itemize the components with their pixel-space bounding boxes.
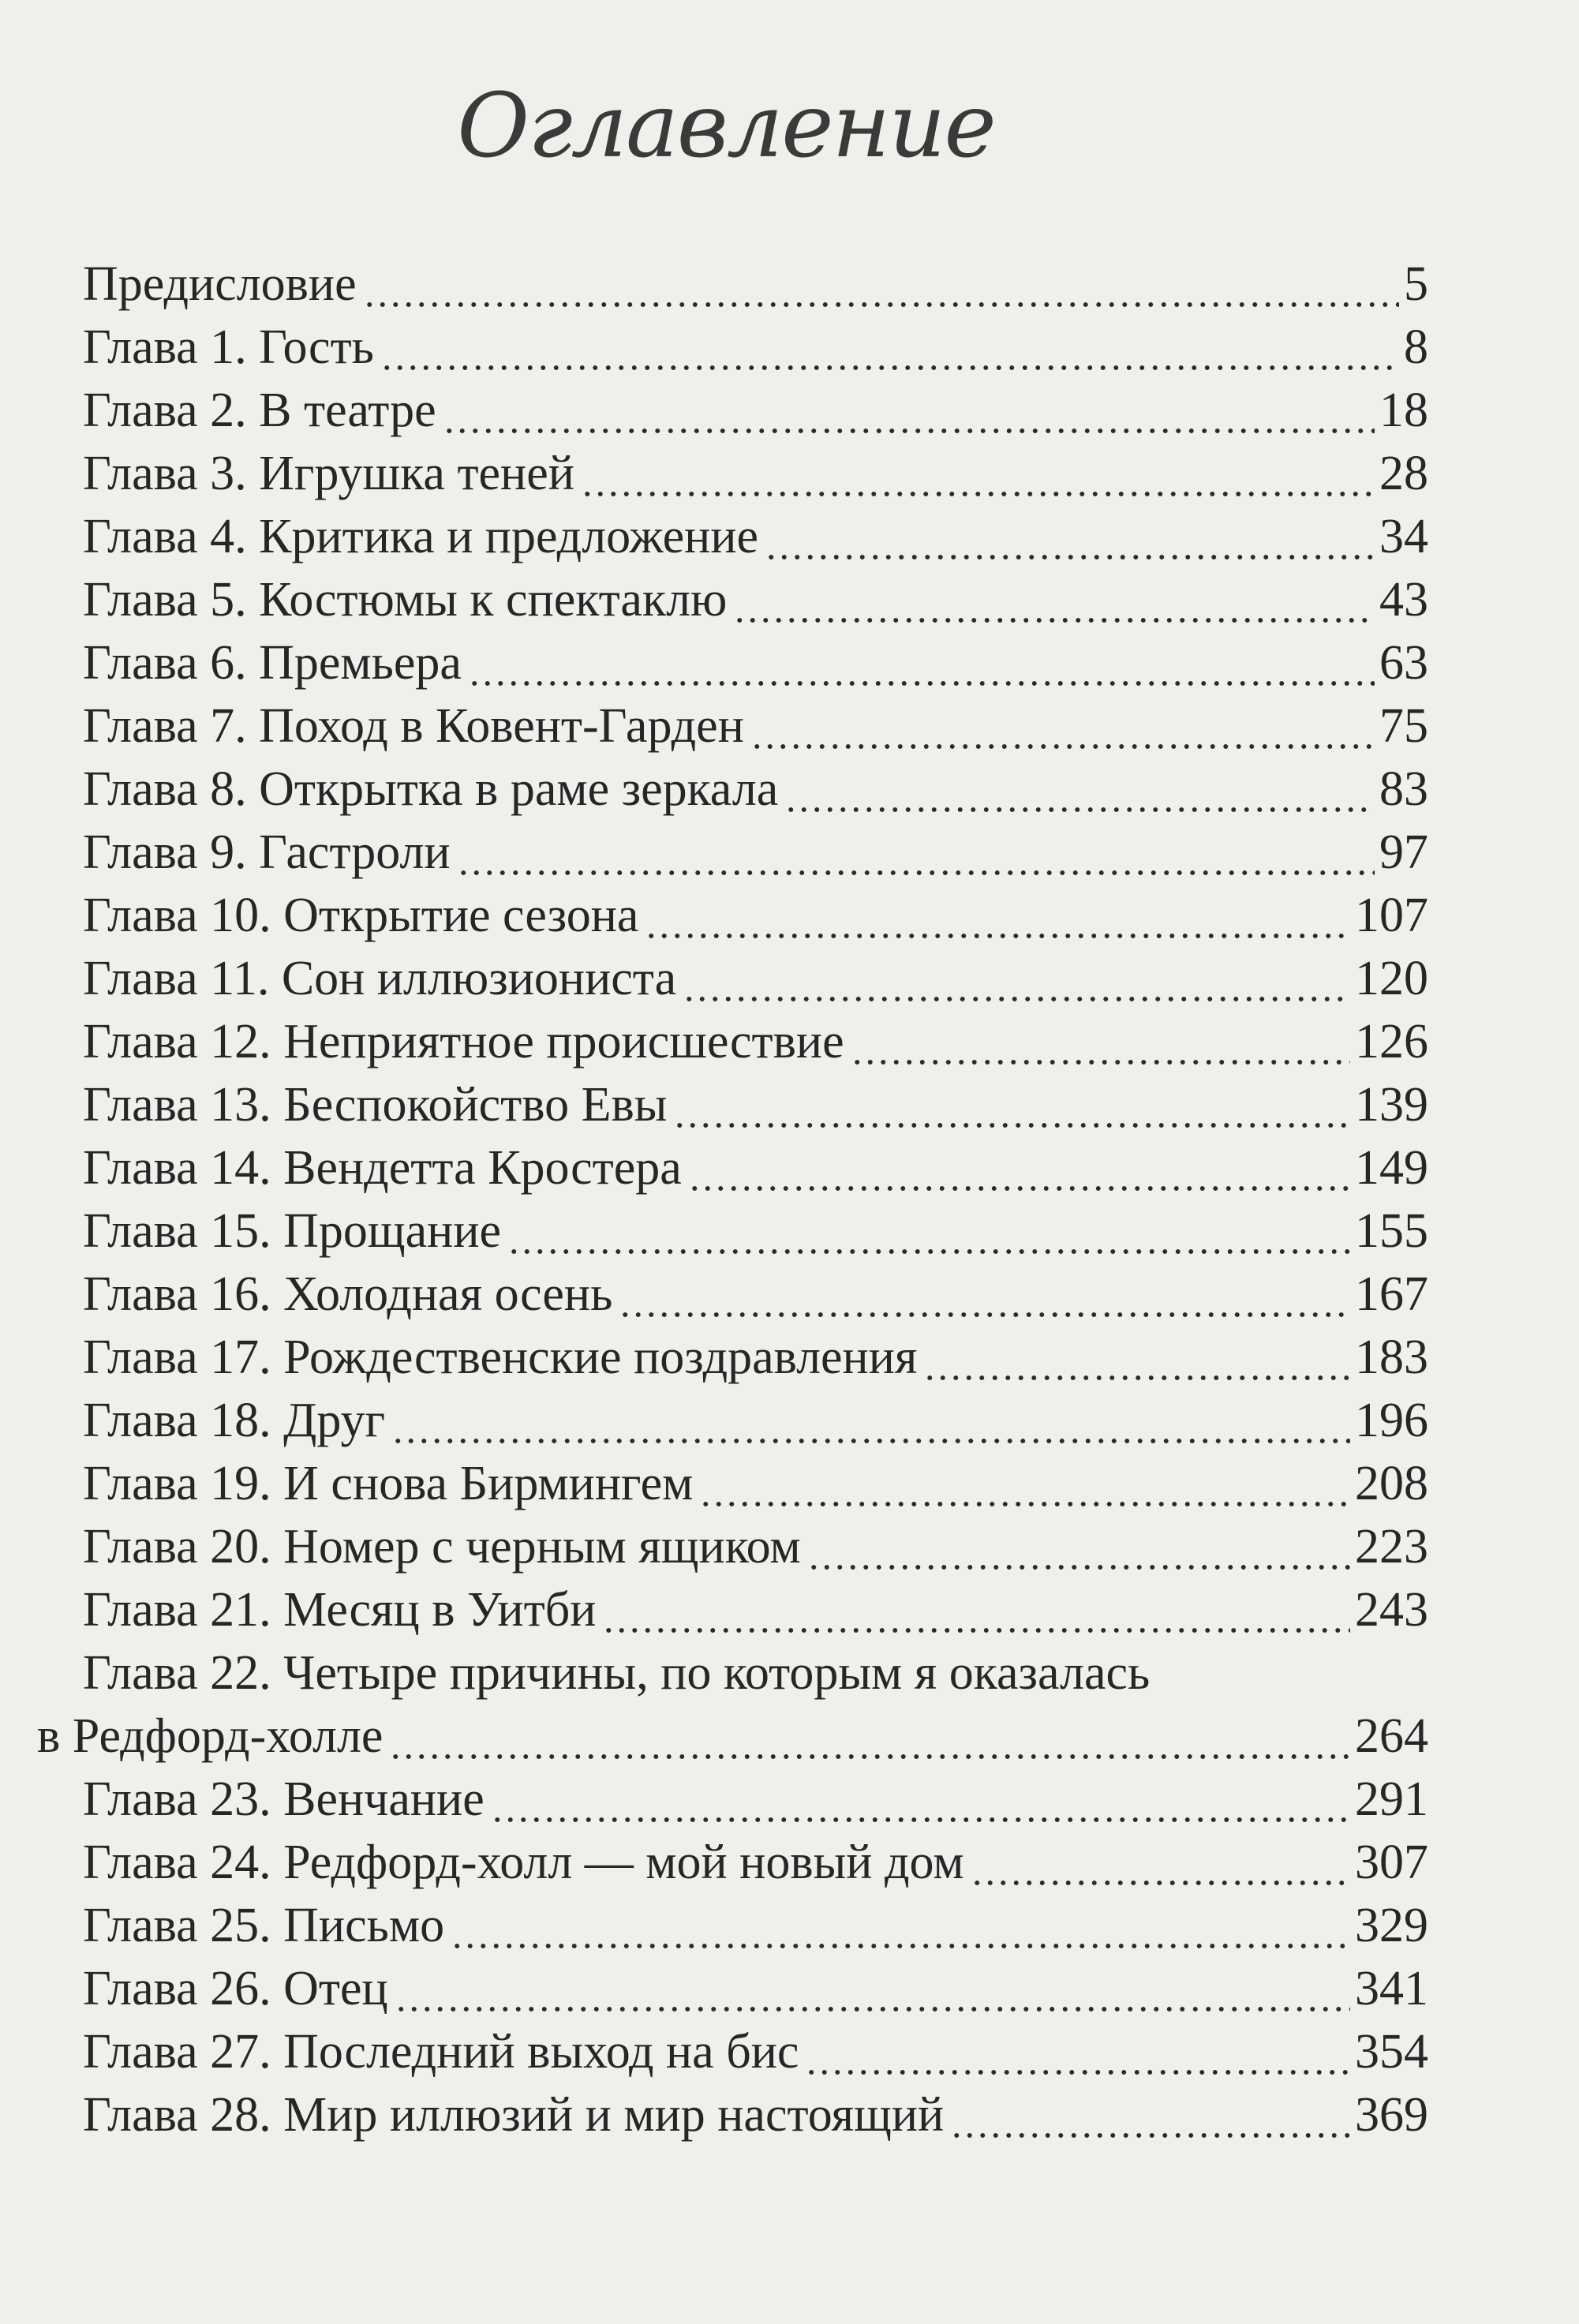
entry-title: Глава 28. Мир иллюзий и мир настоящий xyxy=(83,2088,945,2142)
dot-leader xyxy=(395,1957,1350,2020)
entry-title: Глава 23. Венчание xyxy=(83,1772,485,1826)
toc-entry xyxy=(83,1957,1428,2020)
entry-page-number: 43 xyxy=(1379,573,1428,627)
toc-entry xyxy=(83,1641,1428,1705)
entry-page-number: 183 xyxy=(1355,1330,1428,1384)
dot-leader xyxy=(363,253,1399,316)
entry-page-number: 341 xyxy=(1355,1962,1428,2015)
entry-title: Глава 7. Поход в Ковент-Гарден xyxy=(83,699,744,753)
toc-entry xyxy=(83,694,1428,758)
toc-entry xyxy=(83,1136,1428,1199)
toc-entry xyxy=(83,947,1428,1010)
entry-title: Глава 10. Открытие сезона xyxy=(83,889,639,942)
dot-leader xyxy=(733,568,1375,631)
toc-entry xyxy=(83,1831,1428,1894)
entry-title: Глава 9. Гастроли xyxy=(83,825,451,879)
entry-page-number: 329 xyxy=(1355,1899,1428,1952)
entry-page-number: 34 xyxy=(1379,510,1428,563)
dot-leader xyxy=(971,1831,1350,1894)
dot-leader xyxy=(389,1705,1350,1768)
entry-page-number: 63 xyxy=(1379,636,1428,690)
entry-page-number: 307 xyxy=(1355,1836,1428,1889)
dot-leader xyxy=(923,1326,1350,1389)
entry-title: Глава 13. Беспокойство Евы xyxy=(83,1078,668,1132)
toc-entry xyxy=(83,1389,1428,1452)
dot-leader xyxy=(784,758,1375,821)
toc-entry xyxy=(83,1263,1428,1326)
toc-entry xyxy=(83,379,1428,442)
dot-leader xyxy=(688,1136,1350,1199)
entry-title: Глава 16. Холодная осень xyxy=(83,1267,613,1321)
toc-entry xyxy=(83,316,1428,379)
toc-entry xyxy=(83,1073,1428,1136)
toc-entry xyxy=(83,2020,1428,2083)
entry-page-number: 97 xyxy=(1379,825,1428,879)
entry-title: Глава 8. Открытка в раме зеркала xyxy=(83,762,779,816)
dot-leader xyxy=(683,947,1350,1010)
entry-page-number: 155 xyxy=(1355,1204,1428,1258)
toc-entry xyxy=(83,1894,1428,1957)
entry-title: Глава 27. Последний выход на бис xyxy=(83,2025,799,2079)
entry-page-number: 18 xyxy=(1379,384,1428,437)
toc-entry xyxy=(83,884,1428,947)
entry-title-continuation: в Редфорд-холле xyxy=(37,1709,384,1763)
toc-entry xyxy=(83,2083,1428,2146)
entry-page-number: 83 xyxy=(1379,762,1428,816)
entry-title: Глава 2. В театре xyxy=(83,384,436,437)
entry-page-number: 149 xyxy=(1355,1141,1428,1195)
entry-title: Глава 14. Вендетта Кростера xyxy=(83,1141,682,1195)
dot-leader xyxy=(491,1768,1350,1831)
entry-title: Глава 5. Костюмы к спектаклю xyxy=(83,573,728,627)
toc-entry xyxy=(83,821,1428,884)
entry-title: Глава 18. Друг xyxy=(83,1394,386,1447)
toc-entry xyxy=(83,253,1428,316)
entry-page-number: 243 xyxy=(1355,1583,1428,1637)
entry-page-number: 5 xyxy=(1404,257,1428,311)
toc-entry xyxy=(83,1768,1428,1831)
entry-title: Глава 12. Неприятное происшествие xyxy=(83,1015,844,1068)
dot-leader xyxy=(851,1010,1350,1073)
dot-leader xyxy=(699,1452,1350,1515)
entry-title: Предисловие xyxy=(83,257,357,311)
entry-page-number: 369 xyxy=(1355,2088,1428,2142)
dot-leader xyxy=(602,1578,1350,1641)
toc-entry xyxy=(83,1515,1428,1578)
entry-page-number: 196 xyxy=(1355,1394,1428,1447)
entry-page-number: 107 xyxy=(1355,889,1428,942)
toc-entry xyxy=(83,758,1428,821)
entry-title: Глава 17. Рождественские поздравления xyxy=(83,1330,918,1384)
entry-page-number: 223 xyxy=(1355,1520,1428,1574)
toc-entry xyxy=(83,1326,1428,1389)
toc-entry xyxy=(83,505,1428,568)
entry-page-number: 208 xyxy=(1355,1457,1428,1510)
dot-leader xyxy=(457,821,1375,884)
dot-leader xyxy=(451,1894,1350,1957)
toc-entry xyxy=(83,442,1428,505)
entry-title: Глава 4. Критика и предложение xyxy=(83,510,759,563)
entry-page-number: 28 xyxy=(1379,447,1428,500)
entry-title: Глава 19. И снова Бирмингем xyxy=(83,1457,694,1510)
entry-title: Глава 21. Месяц в Уитби xyxy=(83,1583,597,1637)
dot-leader xyxy=(443,379,1375,442)
dot-leader xyxy=(765,505,1375,568)
dot-leader xyxy=(391,1389,1350,1452)
dot-leader xyxy=(750,694,1375,758)
entry-page-number: 167 xyxy=(1355,1267,1428,1321)
toc-entry xyxy=(83,1578,1428,1641)
toc-entry xyxy=(83,1452,1428,1515)
dot-leader xyxy=(673,1073,1350,1136)
page-heading: Оглавление xyxy=(457,75,995,178)
dot-leader xyxy=(807,1515,1350,1578)
entry-page-number: 264 xyxy=(1355,1709,1428,1763)
toc-entry xyxy=(83,568,1428,631)
entry-title: Глава 3. Игрушка теней xyxy=(83,447,574,500)
entry-title: Глава 1. Гость xyxy=(83,320,374,374)
entry-page-number: 8 xyxy=(1404,320,1428,374)
entry-title: Глава 15. Прощание xyxy=(83,1204,502,1258)
entry-page-number: 75 xyxy=(1379,699,1428,753)
entry-page-number: 291 xyxy=(1355,1772,1428,1826)
entry-page-number: 354 xyxy=(1355,2025,1428,2079)
toc-entry xyxy=(83,1199,1428,1263)
entry-title: Глава 6. Премьера xyxy=(83,636,462,690)
dot-leader xyxy=(645,884,1350,947)
entry-page-number: 126 xyxy=(1355,1015,1428,1068)
entry-page-number: 120 xyxy=(1355,952,1428,1005)
dot-leader xyxy=(805,2020,1350,2083)
entry-title: Глава 26. Отец xyxy=(83,1962,388,2015)
dot-leader xyxy=(619,1263,1350,1326)
entry-title: Глава 24. Редфорд-холл — мой новый дом xyxy=(83,1836,964,1889)
entry-title: Глава 25. Письмо xyxy=(83,1899,445,1952)
dot-leader xyxy=(380,316,1399,379)
toc-entry xyxy=(83,1010,1428,1073)
toc-entry xyxy=(83,631,1428,694)
entry-page-number: 139 xyxy=(1355,1078,1428,1132)
dot-leader xyxy=(950,2083,1350,2146)
entry-title: Глава 20. Номер с черным ящиком xyxy=(83,1520,801,1574)
entry-title: Глава 11. Сон иллюзиониста xyxy=(83,952,677,1005)
dot-leader xyxy=(581,442,1375,505)
dot-leader xyxy=(468,631,1375,694)
toc-entry-continuation xyxy=(37,1705,1428,1768)
dot-leader xyxy=(507,1199,1350,1263)
entry-title: Глава 22. Четыре причины, по которым я оказалась xyxy=(83,1646,1151,1700)
